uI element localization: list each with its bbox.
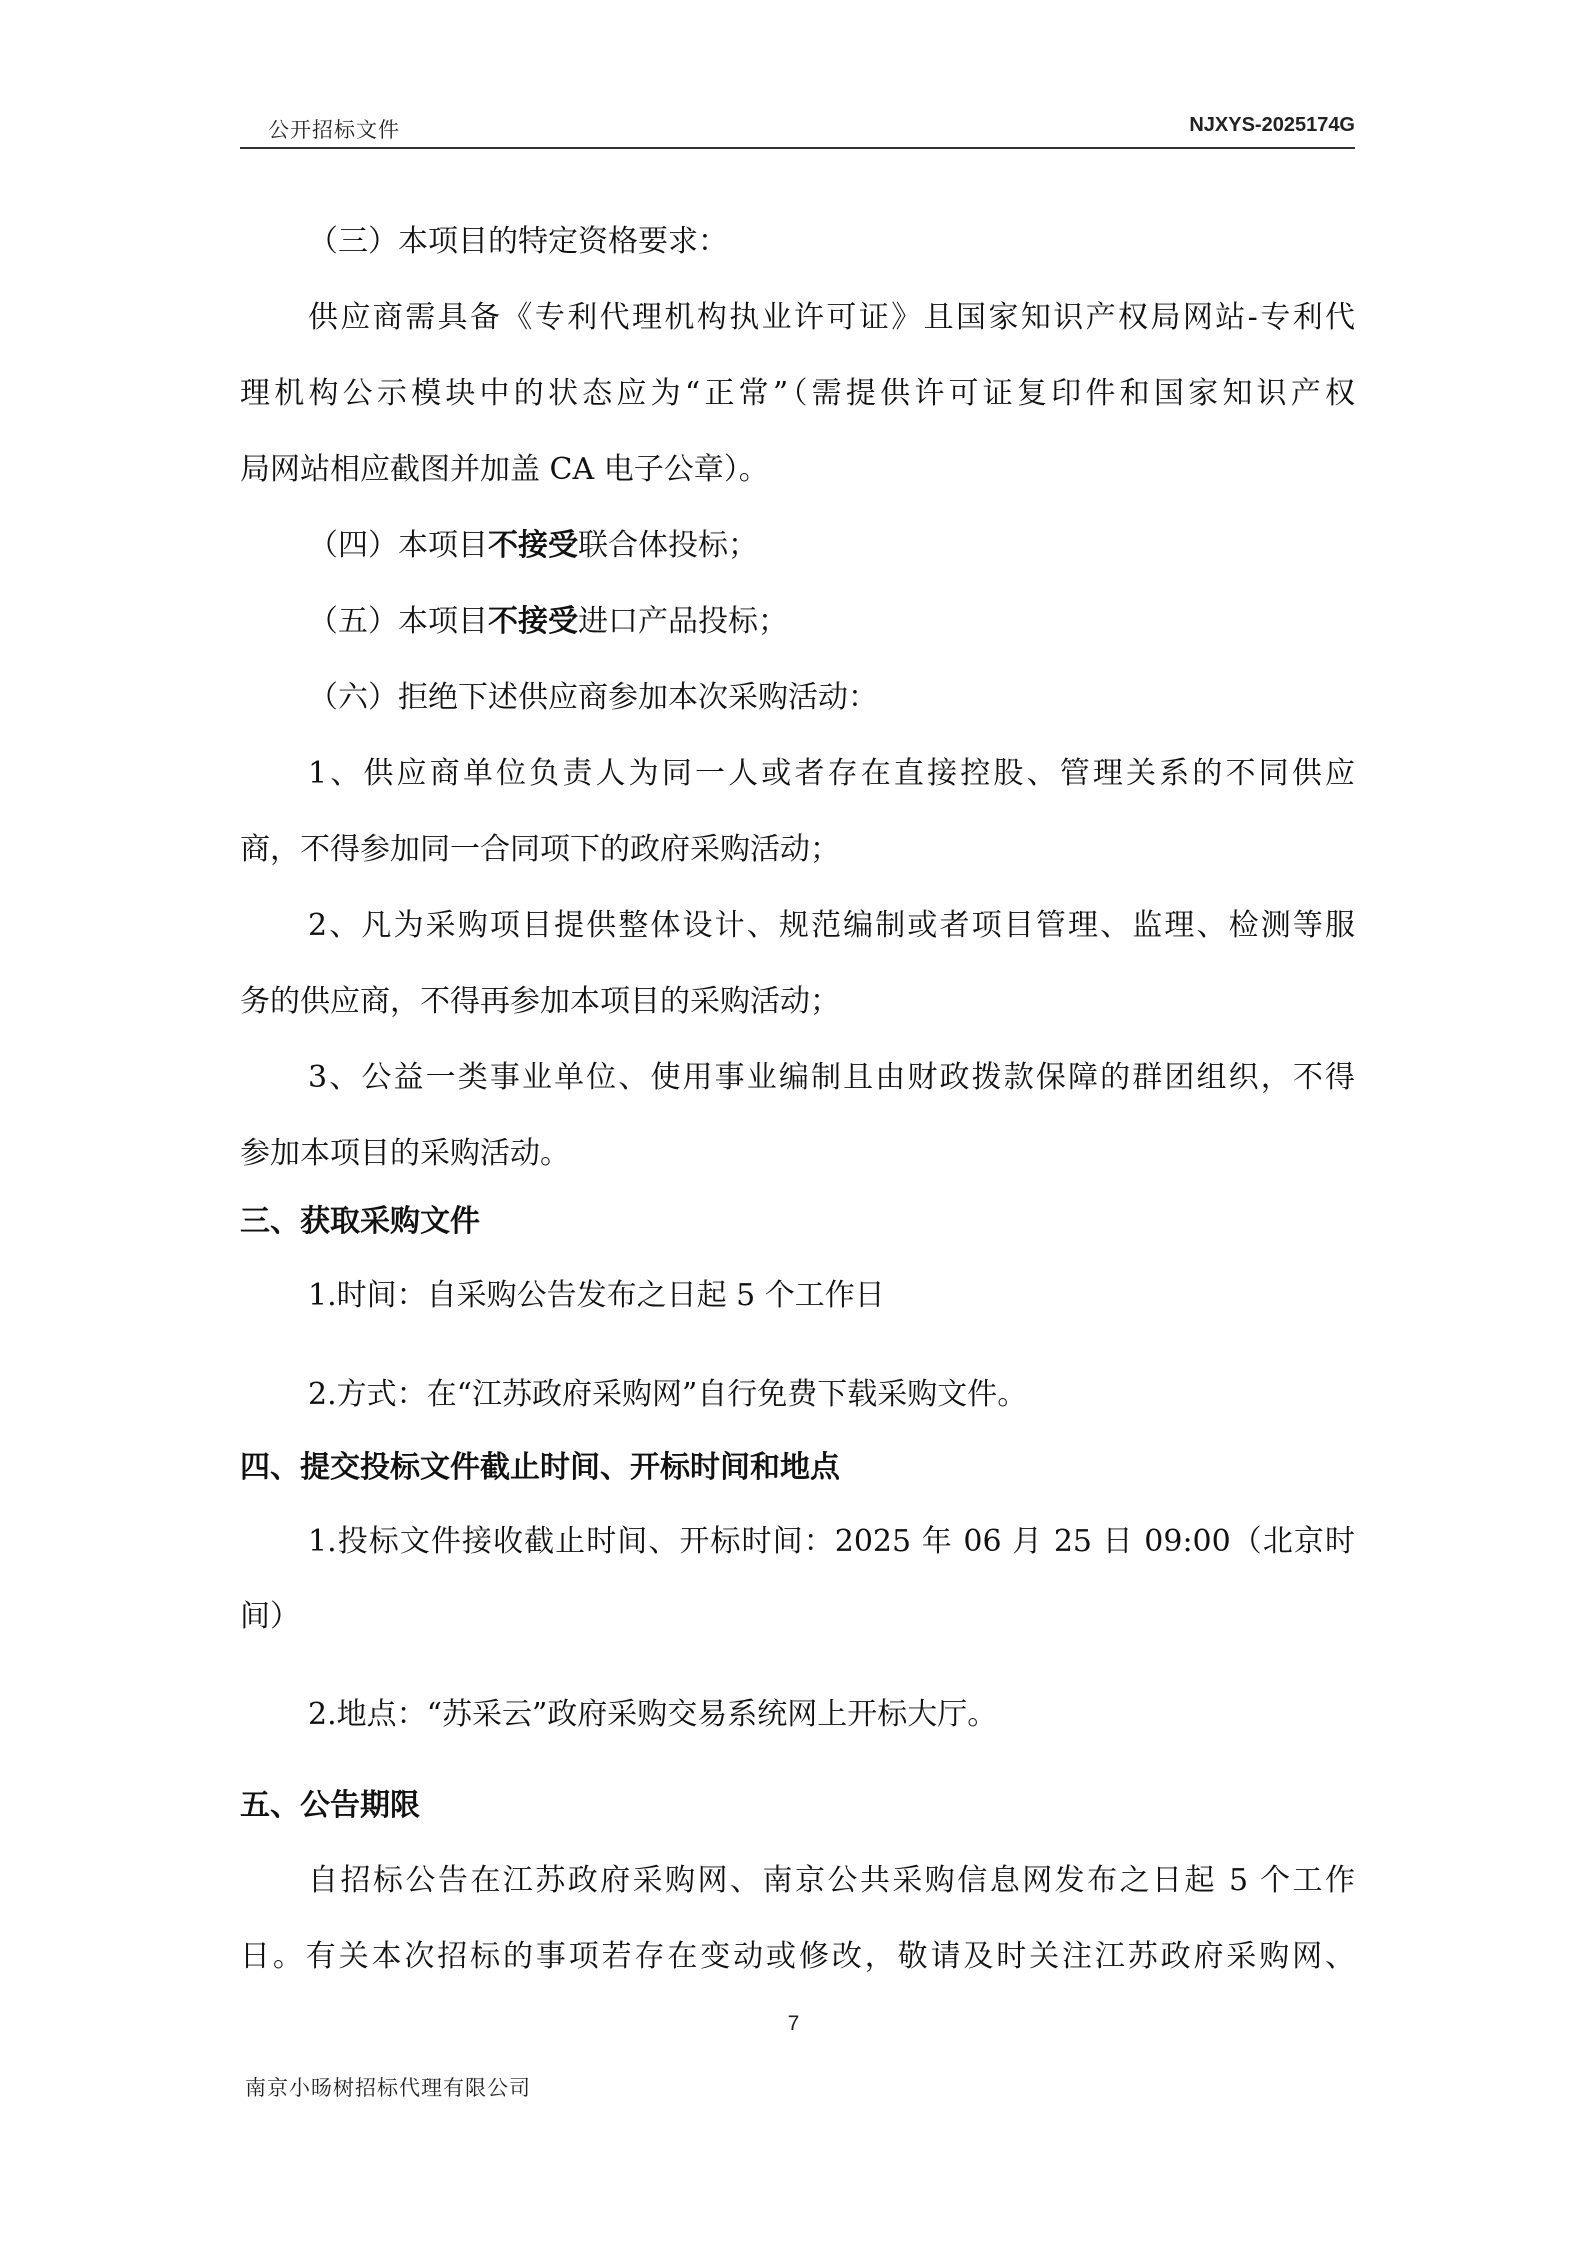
item3-paragraph-line1: 供应商需具备《专利代理机构执业许可证》且国家知识产权局网站-专利代 xyxy=(308,300,1355,335)
section4-time-line1: 1.投标文件接收截止时间、开标时间：2025 年 06 月 25 日 09:00（北京时 xyxy=(308,1524,1355,1559)
item4-emphasis: 不接受 xyxy=(488,528,578,563)
item4-prefix: （四）本项目 xyxy=(308,528,488,563)
header-doc-code: NJXYS-2025174G xyxy=(1189,114,1355,136)
item6-rule1-line2: 商，不得参加同一合同项下的政府采购活动； xyxy=(240,832,840,867)
section5-heading: 五、公告期限 xyxy=(240,1788,420,1823)
section4-time-line2: 间） xyxy=(240,1599,300,1634)
item6-title: （六）拒绝下述供应商参加本次采购活动： xyxy=(308,680,878,715)
item6-rule2-line2: 务的供应商，不得再参加本项目的采购活动； xyxy=(240,984,840,1019)
item6-rule3-line1: 3、公益一类事业单位、使用事业编制且由财政拨款保障的群团组织，不得 xyxy=(308,1060,1355,1095)
item3-paragraph-line2: 理机构公示模块中的状态应为“正常”（需提供许可证复印件和国家知识产权 xyxy=(240,376,1355,411)
item5-prefix: （五）本项目 xyxy=(308,604,488,639)
item4-suffix: 联合体投标； xyxy=(578,528,758,563)
document-body xyxy=(240,0,1355,2000)
section3-heading: 三、获取采购文件 xyxy=(240,1204,480,1239)
footer-company: 南京小旸树招标代理有限公司 xyxy=(245,2076,531,2100)
header-doc-title: 公开招标文件 xyxy=(268,118,400,142)
item3-title: （三）本项目的特定资格要求： xyxy=(308,224,728,259)
item4-line xyxy=(308,526,1355,566)
item5-emphasis: 不接受 xyxy=(488,604,578,639)
item5-suffix: 进口产品投标； xyxy=(578,604,788,639)
page-number: 7 xyxy=(787,2012,800,2035)
section5-paragraph-line1: 自招标公告在江苏政府采购网、南京公共采购信息网发布之日起 5 个工作 xyxy=(308,1863,1355,1898)
section3-method: 2.方式：在“江苏政府采购网”自行免费下载采购文件。 xyxy=(308,1377,1028,1412)
item6-rule1-line1: 1、供应商单位负责人为同一人或者存在直接控股、管理关系的不同供应 xyxy=(308,756,1355,791)
item3-paragraph-line3: 局网站相应截图并加盖 CA 电子公章）。 xyxy=(240,452,769,487)
section5-paragraph-line2: 日。有关本次招标的事项若存在变动或修改，敬请及时关注江苏政府采购网、 xyxy=(240,1939,1355,1974)
item5-line xyxy=(308,602,1355,642)
item6-rule2-line1: 2、凡为采购项目提供整体设计、规范编制或者项目管理、监理、检测等服 xyxy=(308,908,1355,943)
section3-time: 1.时间：自采购公告发布之日起 5 个工作日 xyxy=(308,1278,885,1313)
section4-place: 2.地点：“苏采云”政府采购交易系统网上开标大厅。 xyxy=(308,1697,998,1732)
section4-heading: 四、提交投标文件截止时间、开标时间和地点 xyxy=(240,1450,840,1485)
item6-rule3-line2: 参加本项目的采购活动。 xyxy=(240,1136,570,1171)
